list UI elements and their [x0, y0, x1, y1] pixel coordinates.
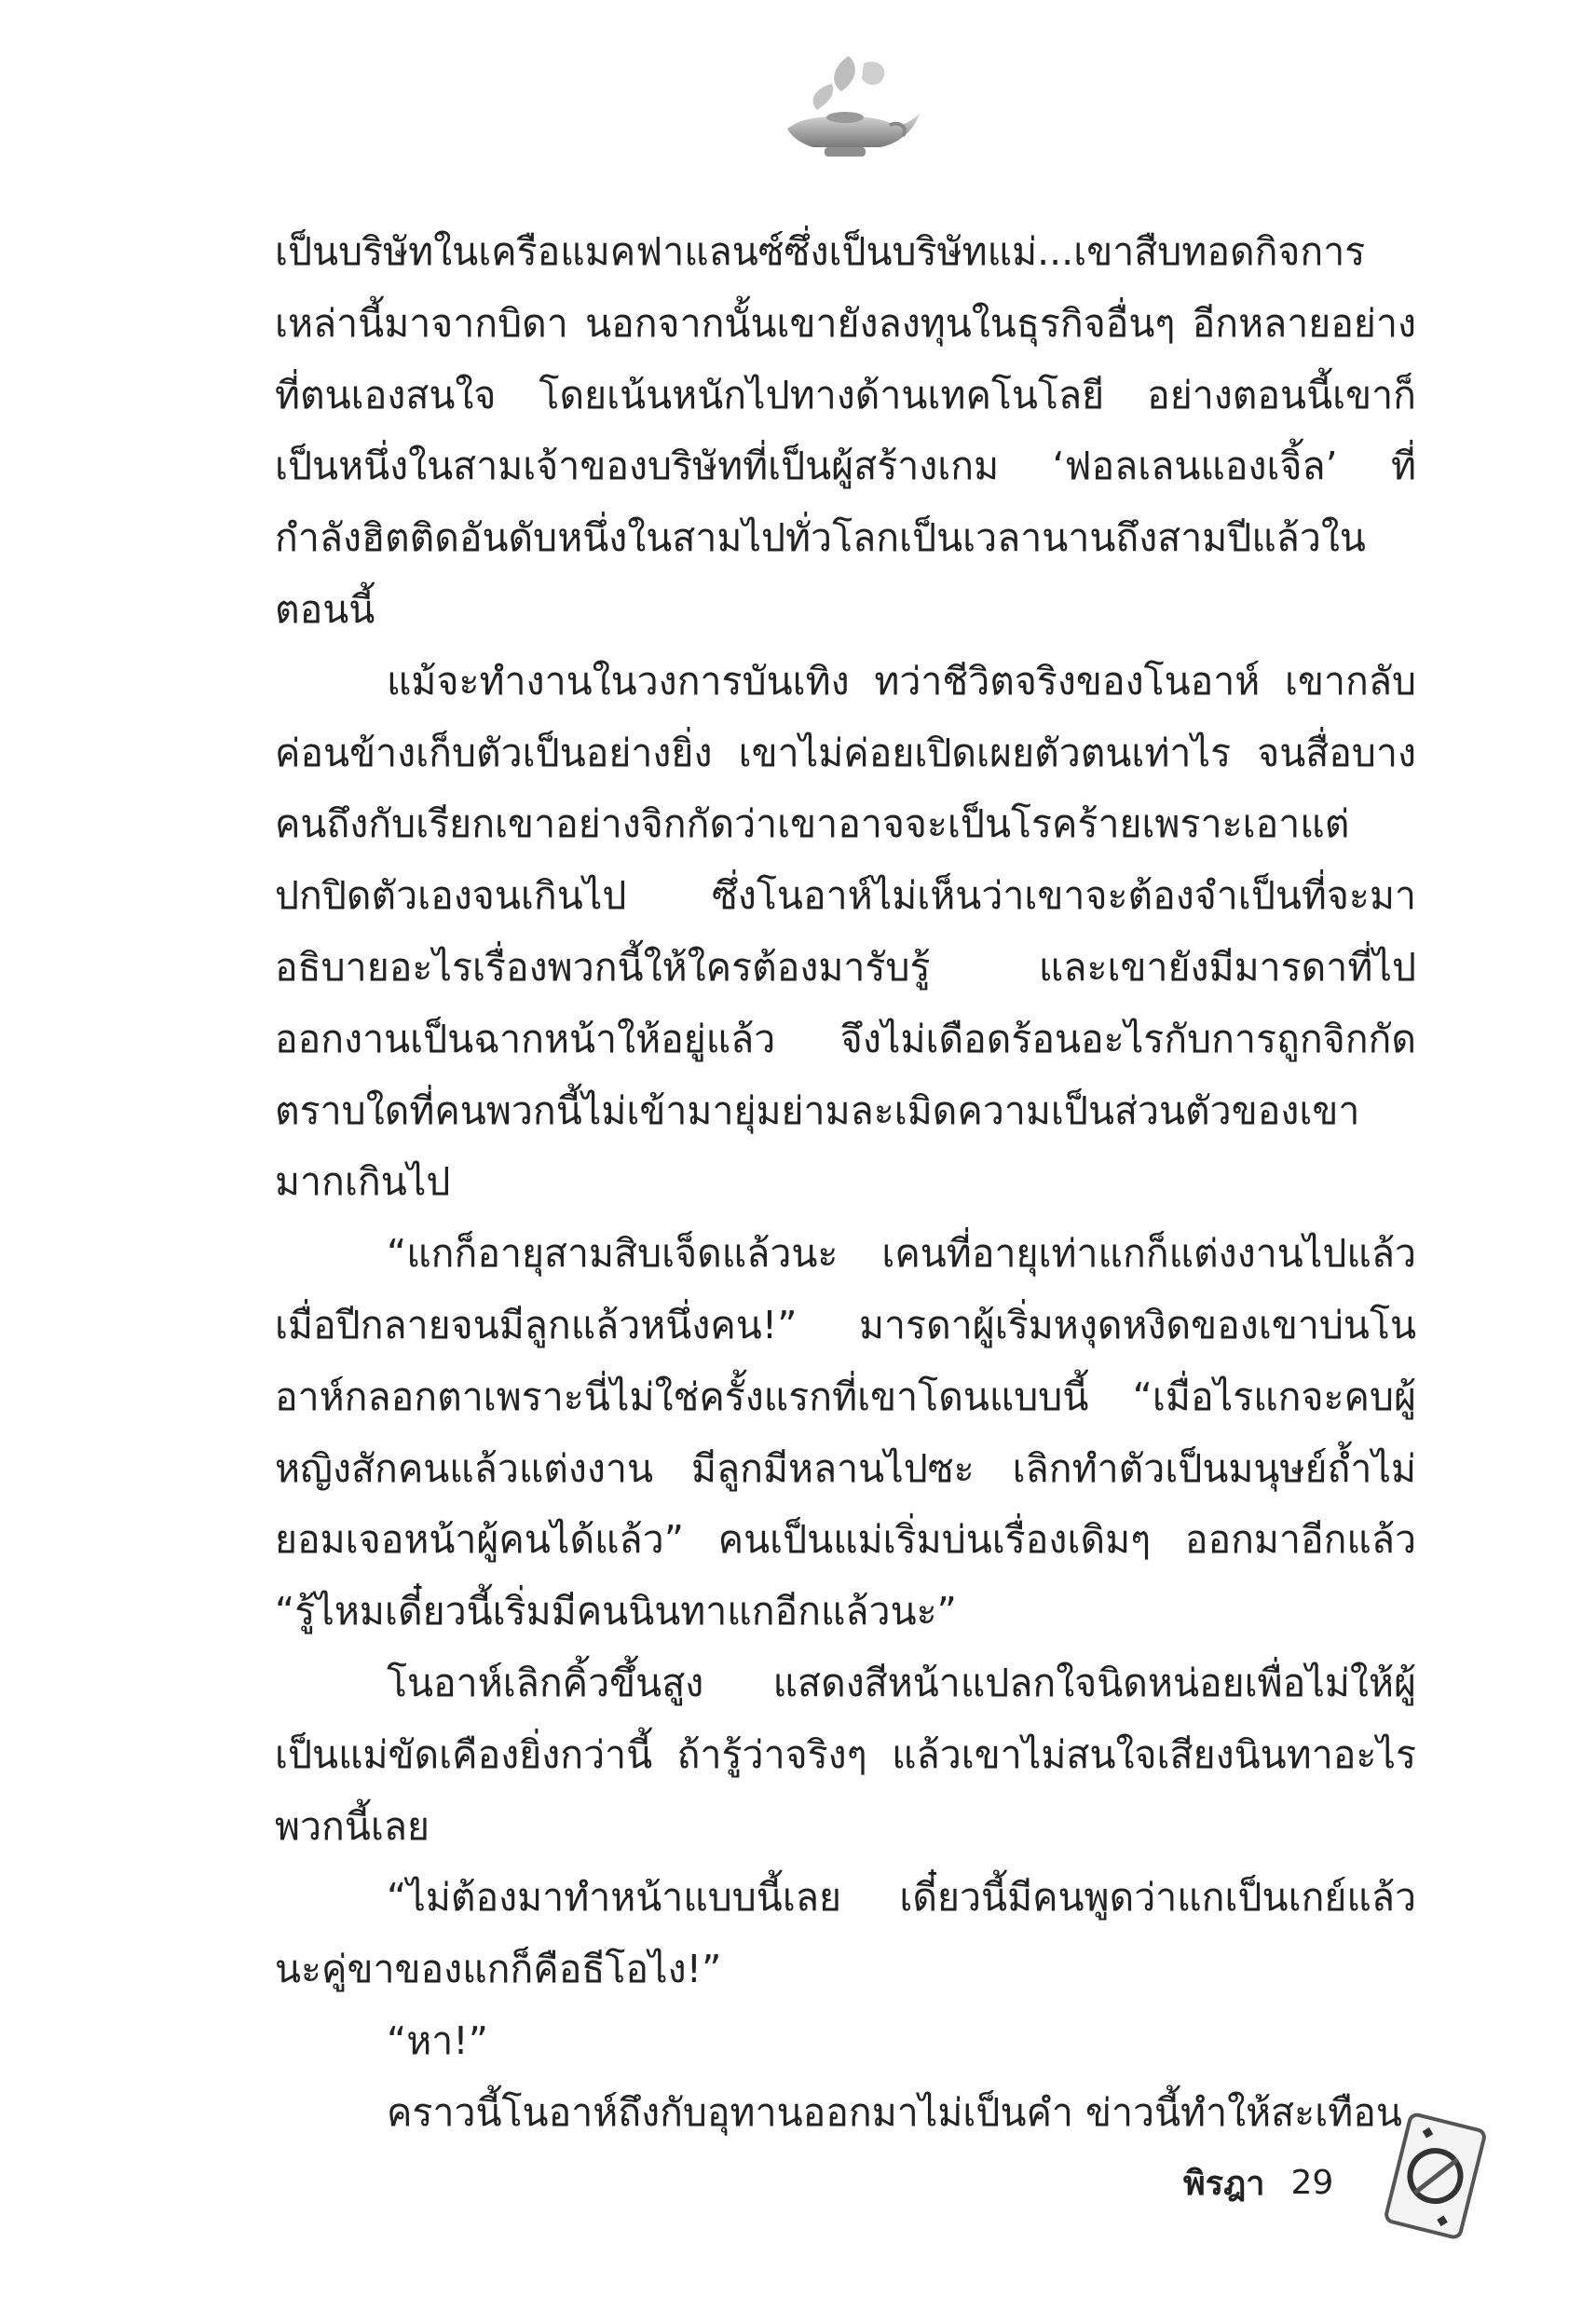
page-number: 29: [1290, 2163, 1334, 2202]
playing-card-icon: [1374, 2108, 1495, 2248]
paragraph-6: “หา!”: [387, 2017, 488, 2063]
genie-lamp-ornament-icon: [759, 47, 927, 168]
body-text: [275, 216, 1416, 2149]
paragraph-7: คราวนี้โนอาห์ถึงกับอุทานออกมาไม่เป็นคำ ข่าวนี้ทำให้สะเทือน: [387, 2089, 1402, 2135]
paragraph-2: แม้จะทำงานในวงการบันเทิง ทว่าชีวิตจริงของโนอาห์ เขากลับค่อนข้างเก็บตัวเป็นอย่างยิ่ง เขาไม่ค่อยเปิดเผยตัวตนเท่าไร จนสื่อบางคนถึงกับเรียกเขาอย่างจิกกัดว่าเขาอาจจะเป็นโรคร้ายเพราะเอาแต่ปกปิดตัวเองจนเกินไป ซึ่งโนอาห์ไม่เห็นว่าเขาจะต้องจำเป็นที่จะมาอธิบายอะไรเรื่องพวกนี้ให้ใครต้องมารับรู้ และเขายังมีมารดาที่ไปออกงานเป็นฉากหน้าให้อยู่แล้ว จึงไม่เดือดร้อนอะไรกับการถูกจิกกัดตราบใดที่คนพวกนี้ไม่เข้ามายุ่มย่ามละเมิดความเป็นส่วนตัวของเขามากเกินไป: [275, 658, 1416, 1205]
paragraph-4: โนอาห์เลิกคิ้วขึ้นสูง แสดงสีหน้าแปลกใจนิดหน่อยเพื่อไม่ให้ผู้เป็นแม่ขัดเคืองยิ่งกว่านี้ ถ้ารู้ว่าจริงๆ แล้วเขาไม่สนใจเสียงนินทาอะไรพวกนี้เลย: [275, 1660, 1416, 1849]
paragraph-3: “แกก็อายุสามสิบเจ็ดแล้วนะ เคนที่อายุเท่าแกก็แต่งงานไปแล้วเมื่อปีกลายจนมีลูกแล้วหนึ่งคน!” มารดาผู้เริ่มหงุดหงิดของเขาบ่นโนอาห์กลอกตาเพราะนี่ไม่ใช่ครั้งแรกที่เขาโดนแบบนี้ “เมื่อไรแกจะคบผู้หญิงสักคนแล้วแต่งงาน มีลูกมีหลานไปซะ เลิกทำตัวเป็นมนุษย์ถ้ำไม่ยอมเจอหน้าผู้คนได้แล้ว” คนเป็นแม่เริ่มบ่นเรื่องเดิมๆ ออกมาอีกแล้ว “รู้ไหมเดี๋ยวนี้เริ่มมีคนนินทาแกอีกแล้วนะ”: [275, 1231, 1416, 1634]
book-title: พิรฎา: [1183, 2164, 1265, 2203]
paragraph-1: เป็นบริษัทในเครือแมคฟาแลนซ์ซึ่งเป็นบริษัทแม่...เขาสืบทอดกิจการเหล่านี้มาจากบิดา นอกจากนั้นเขายังลงทุนในธุรกิจอื่นๆ อีกหลายอย่างที่ตนเองสนใจ โดยเน้นหนักไปทางด้านเทคโนโลยี อย่างตอนนี้เขาก็เป็นหนึ่งในสามเจ้าของบริษัทที่เป็นผู้สร้างเกม ‘ฟอลเลนแองเจิ้ล’ ที่กำลังฮิตติดอันดับหนึ่งในสามไปทั่วโลกเป็นเวลานานถึงสามปีแล้วในตอนนี้: [275, 229, 1416, 632]
paragraph-5: “ไม่ต้องมาทำหน้าแบบนี้เลย เดี๋ยวนี้มีคนพูดว่าแกเป็นเกย์แล้วนะคู่ขาของแกก็คือธีโอไง!”: [275, 1875, 1416, 1992]
page-footer: [1183, 2154, 1333, 2210]
